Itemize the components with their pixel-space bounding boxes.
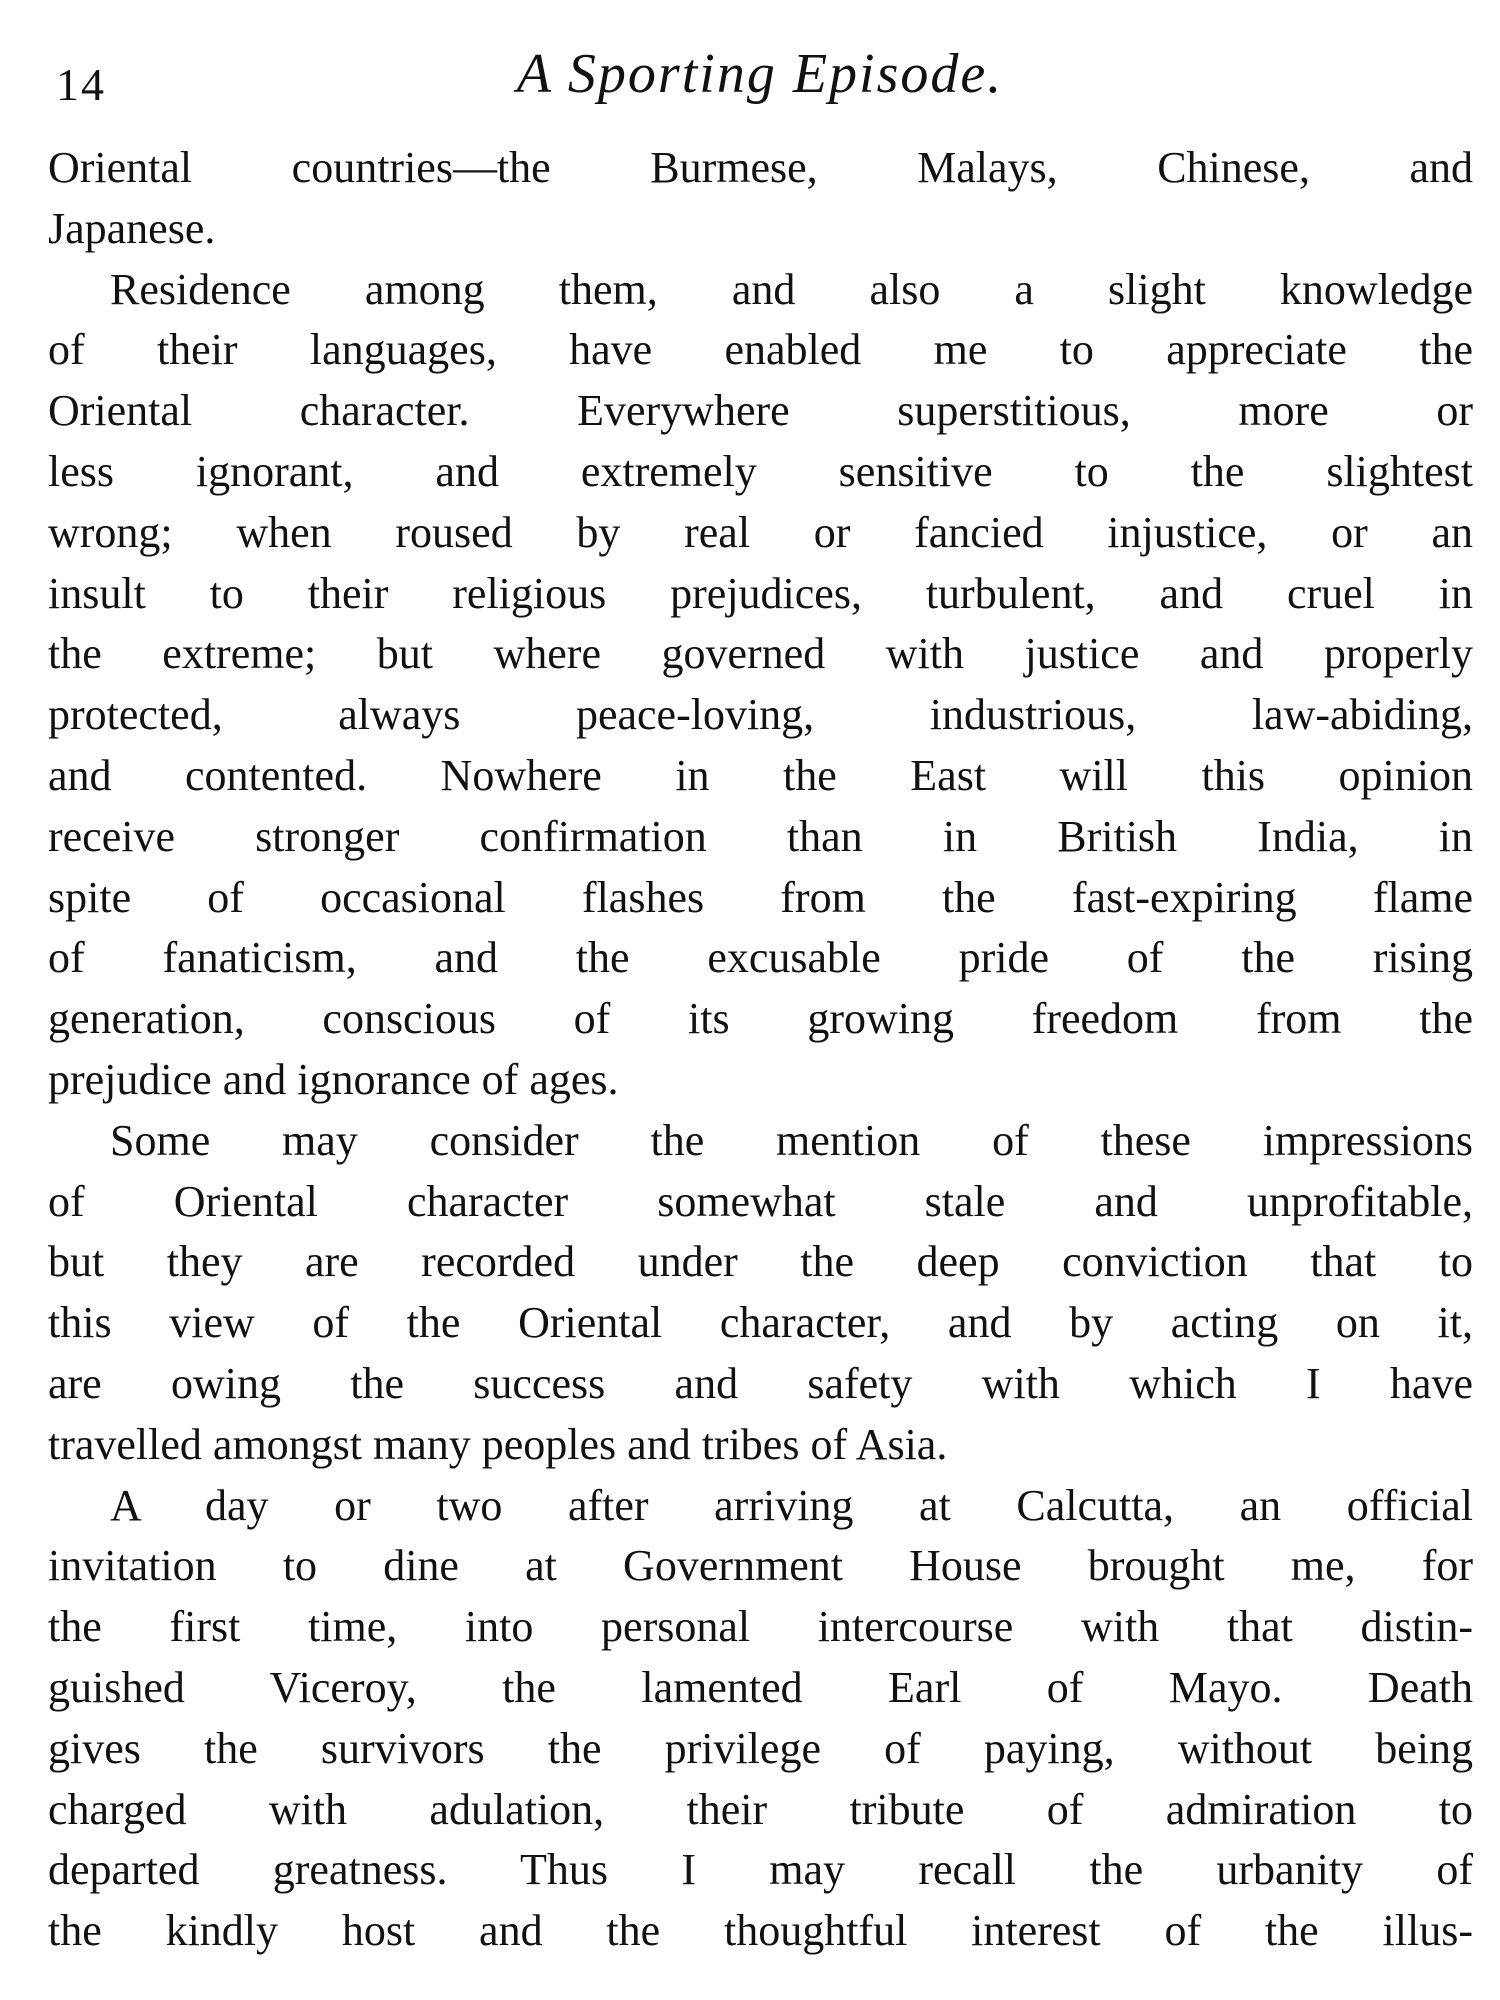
body-text (48, 138, 1473, 1962)
page-number: 14 (56, 59, 106, 110)
text-line: travelled amongst many peoples and tribes of Asia. (48, 1419, 948, 1469)
text-line: receive stronger confirmation than in British India, in (48, 811, 1473, 861)
text-line: this view of the Oriental character, and by acting on it, (48, 1298, 1473, 1348)
text-line: the kindly host and the thoughtful interest of the illus- (48, 1906, 1473, 1956)
text-line: gives the survivors the privilege of paying, without being (48, 1723, 1473, 1773)
text-line: prejudice and ignorance of ages. (48, 1054, 619, 1104)
text-line: wrong; when roused by real or fancied injustice, or an (48, 507, 1473, 557)
text-line: invitation to dine at Government House brought me, for (48, 1541, 1473, 1591)
text-line: and contented. Nowhere in the East will this opinion (48, 750, 1473, 800)
text-line: less ignorant, and extremely sensitive to the slightest (48, 446, 1473, 496)
text-line: but they are recorded under the deep conviction that to (48, 1237, 1473, 1287)
text-line: of their languages, have enabled me to appreciate the (48, 325, 1473, 375)
text-line: Some may consider the mention of these impressions (110, 1115, 1473, 1165)
text-line: protected, always peace-loving, industrious, law-abiding, (48, 690, 1473, 740)
text-line: the first time, into personal intercourse with that distin- (48, 1602, 1473, 1652)
text-line: spite of occasional flashes from the fast-expiring flame (48, 872, 1473, 922)
text-line: the extreme; but where governed with justice and properly (48, 629, 1473, 679)
text-line: of Oriental character somewhat stale and unprofitable, (48, 1176, 1473, 1226)
text-line: Residence among them, and also a slight knowledge (110, 264, 1473, 314)
text-line: Oriental character. Everywhere superstitious, more or (48, 386, 1473, 436)
text-line: Oriental countries—the Burmese, Malays, Chinese, and (48, 143, 1473, 192)
running-title: A Sporting Episode. (516, 43, 1004, 105)
page-header (50, 42, 1470, 112)
text-line: of fanaticism, and the excusable pride of the rising (48, 933, 1473, 983)
text-line: A day or two after arriving at Calcutta, an official (110, 1480, 1473, 1530)
text-line: charged with adulation, their tribute of admiration to (48, 1784, 1473, 1834)
text-line: generation, conscious of its growing freedom from the (48, 994, 1473, 1044)
text-line: insult to their religious prejudices, turbulent, and cruel in (48, 568, 1473, 618)
text-line: are owing the success and safety with which I have (48, 1358, 1473, 1408)
text-line: guished Viceroy, the lamented Earl of Mayo. Death (48, 1662, 1473, 1712)
text-line: departed greatness. Thus I may recall the urbanity of (48, 1845, 1473, 1895)
text-line: Japanese. (48, 203, 216, 253)
